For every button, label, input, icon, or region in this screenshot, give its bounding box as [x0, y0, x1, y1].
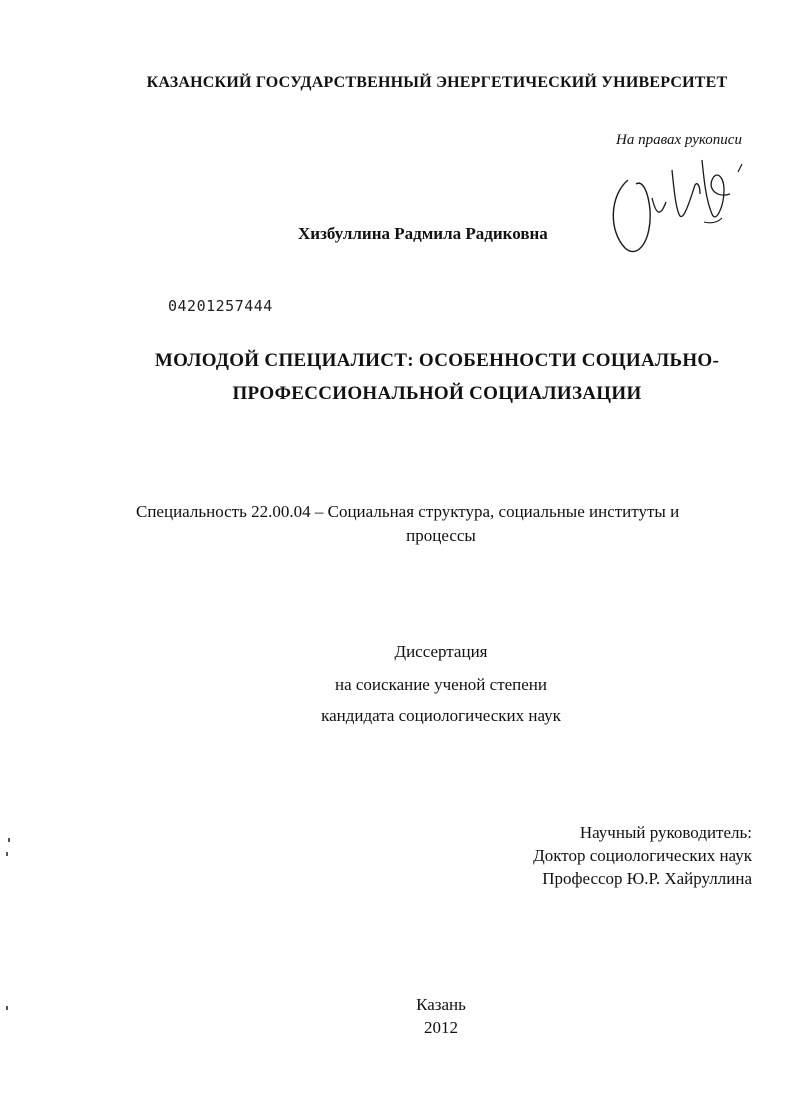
scan-speck	[6, 1006, 8, 1010]
author-name: Хизбуллина Радмила Радиковна	[298, 224, 548, 243]
scan-speck	[6, 852, 8, 856]
scan-speck	[8, 838, 10, 842]
degree-field-line: кандидата социологических наук	[321, 706, 561, 725]
degree-line: на соискание ученой степени	[334, 675, 548, 694]
year: 2012	[424, 1018, 458, 1037]
dissertation-label: Диссертация	[394, 642, 488, 661]
handwritten-signature	[600, 140, 750, 260]
supervisor-degree: Доктор социологических наук	[533, 846, 752, 865]
supervisor-name: Профессор Ю.Р. Хайруллина	[542, 869, 752, 888]
specialty-line-1: Специальность 22.00.04 – Социальная структура, социальные институты и	[136, 502, 680, 521]
supervisor-label: Научный руководитель:	[579, 823, 752, 842]
city: Казань	[416, 995, 466, 1014]
inventory-number: 04201257444	[168, 297, 273, 315]
university-name: КАЗАНСКИЙ ГОСУДАРСТВЕННЫЙ ЭНЕРГЕТИЧЕСКИЙ УНИВЕРСИТЕТ	[146, 74, 728, 91]
thesis-title-line-2: ПРОФЕССИОНАЛЬНОЙ СОЦИАЛИЗАЦИИ	[232, 383, 642, 404]
specialty-line-2: процессы	[406, 526, 476, 545]
rights-note: На правах рукописи	[616, 132, 742, 148]
thesis-title-line-1: МОЛОДОЙ СПЕЦИАЛИСТ: ОСОБЕННОСТИ СОЦИАЛЬНО-	[154, 350, 720, 371]
